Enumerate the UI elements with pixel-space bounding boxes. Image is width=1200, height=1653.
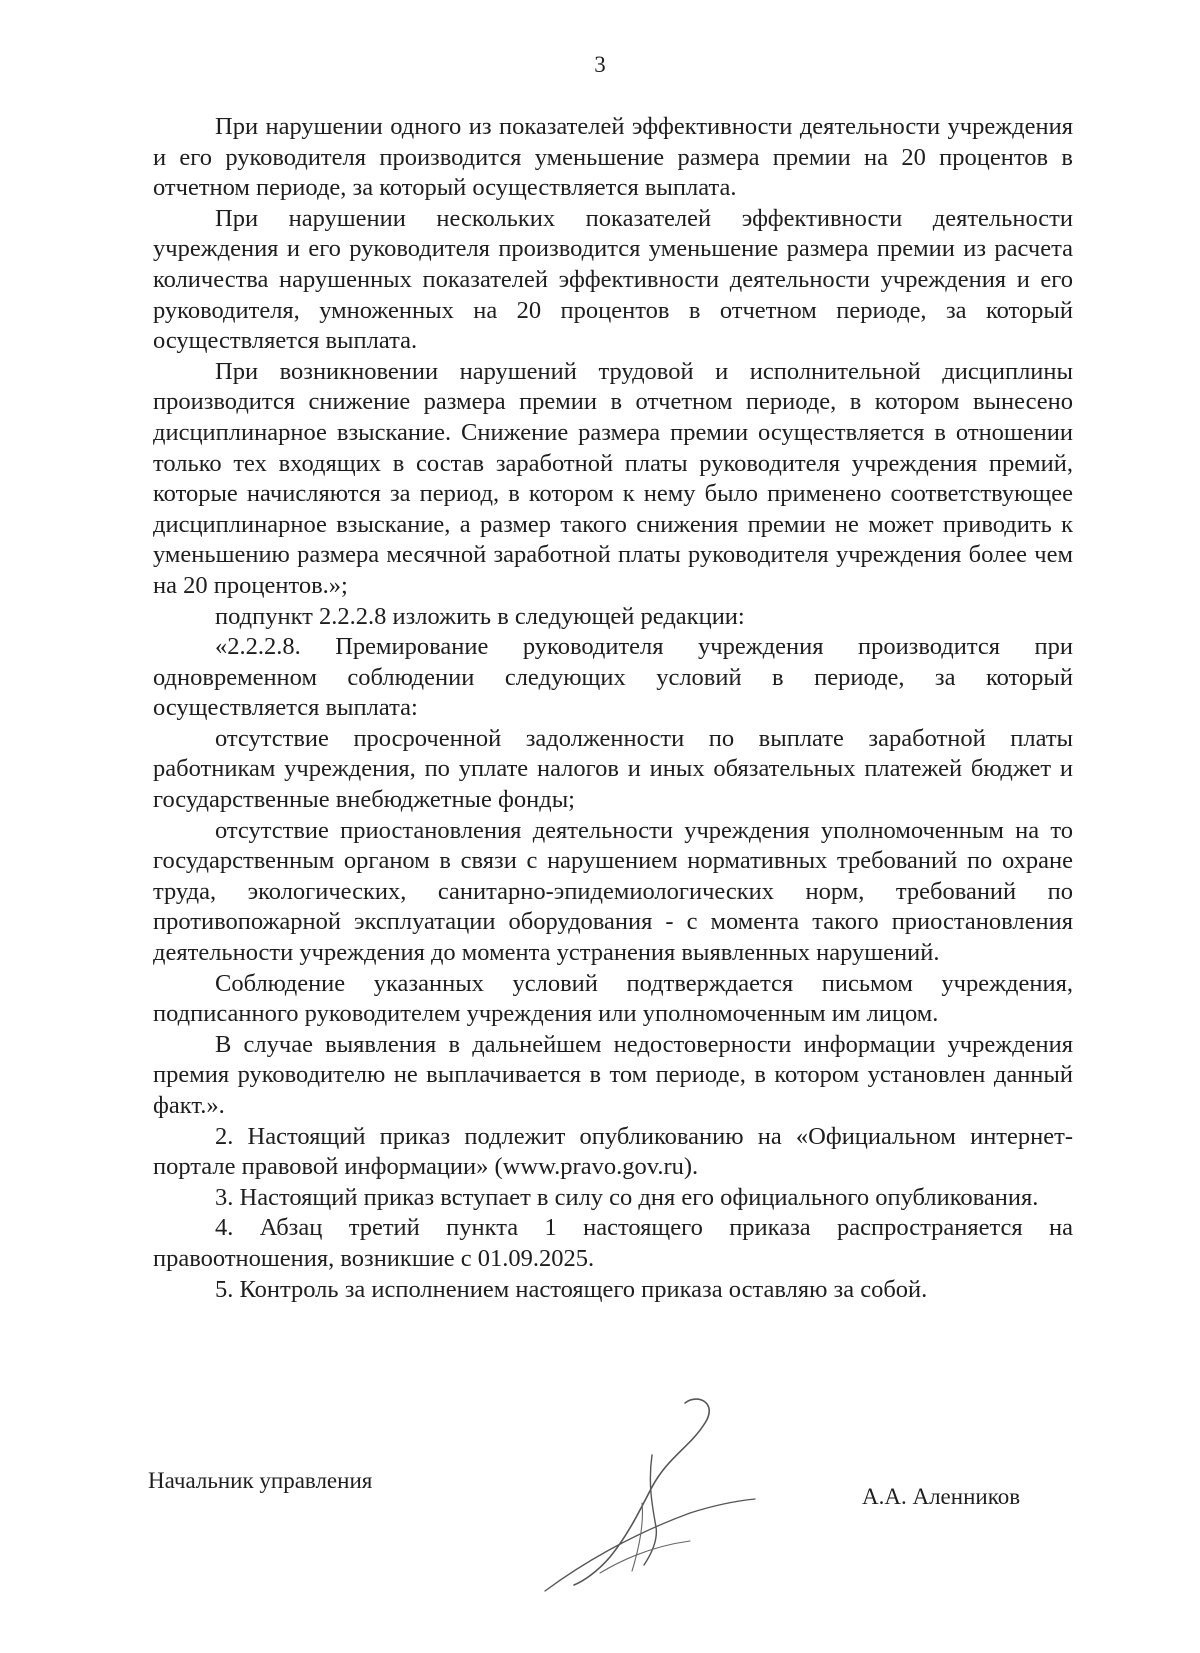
handwritten-signature [540, 1395, 770, 1600]
paragraph: Соблюдение указанных условий подтверждается письмом учреждения, подписанного руководителем учреждения или уполномоченным им лицом. [153, 969, 1073, 1028]
paragraph: В случае выявления в дальнейшем недостоверности информации учреждения премия руководителю не выплачивается в том периоде, в котором установлен данный факт.». [153, 1030, 1073, 1119]
paragraph: 5. Контроль за исполнением настоящего приказа оставляю за собой. [215, 1275, 928, 1303]
paragraph: подпункт 2.2.2.8 изложить в следующей редакции: [215, 602, 745, 630]
paragraph: отсутствие приостановления деятельности учреждения уполномоченным на то государственным органом в связи с нарушением нормативных требований по охране труда, экологических, санитарно-эпидемиологических норм, требований по противопожарной эксплуатации оборудования - с момента такого приостановления деятельности учреждения до момента устранения выявленных нарушений. [153, 816, 1073, 967]
signatory-title: Начальник управления [148, 1468, 373, 1493]
paragraph: При нарушении нескольких показателей эффективности деятельности учреждения и его руководителя производится уменьшение размера премии из расчета количества нарушенных показателей эффективности деятельности учреждения и его руководителя, умноженных на 20 процентов в отчетном периоде, за который осуществляется выплата. [153, 204, 1073, 355]
paragraph: 2. Настоящий приказ подлежит опубликованию на «Официальном интернет-портале правовой информации» (www.pravo.gov.ru). [153, 1122, 1073, 1181]
paragraph: При нарушении одного из показателей эффективности деятельности учреждения и его руководителя производится уменьшение размера премии на 20 процентов в отчетном периоде, за который осуществляется выплата. [153, 113, 1073, 202]
document-body [153, 112, 1073, 1305]
page-number: 3 [594, 52, 606, 77]
paragraph: 3. Настоящий приказ вступает в силу со дня его официального опубликования. [215, 1183, 1039, 1211]
signatory-name: А.А. Аленников [862, 1484, 1021, 1509]
paragraph: «2.2.2.8. Премирование руководителя учреждения производится при одновременном соблюдении следующих условий в периоде, за который осуществляется выплата: [153, 633, 1073, 722]
paragraph: отсутствие просроченной задолженности по выплате заработной платы работникам учреждения, по уплате налогов и иных обязательных платежей бюджет и государственные внебюджетные фонды; [153, 724, 1073, 814]
paragraph: 4. Абзац третий пункта 1 настоящего приказа распространяется на правоотношения, возникшие с 01.09.2025. [153, 1214, 1073, 1272]
paragraph: При возникновении нарушений трудовой и исполнительной дисциплины производится снижение размера премии в отчетном периоде, в котором вынесено дисциплинарное взыскание. Снижение размера премии осуществляется в отношении только тех входящих в состав заработной платы руководителя учреждения премий, которые начисляются за период, в котором к нему было применено соответствующее дисциплинарное взыскание, а размер такого снижения премии не может приводить к уменьшению размера месячной заработной платы руководителя учреждения более чем на 20 процентов.»; [153, 357, 1073, 599]
